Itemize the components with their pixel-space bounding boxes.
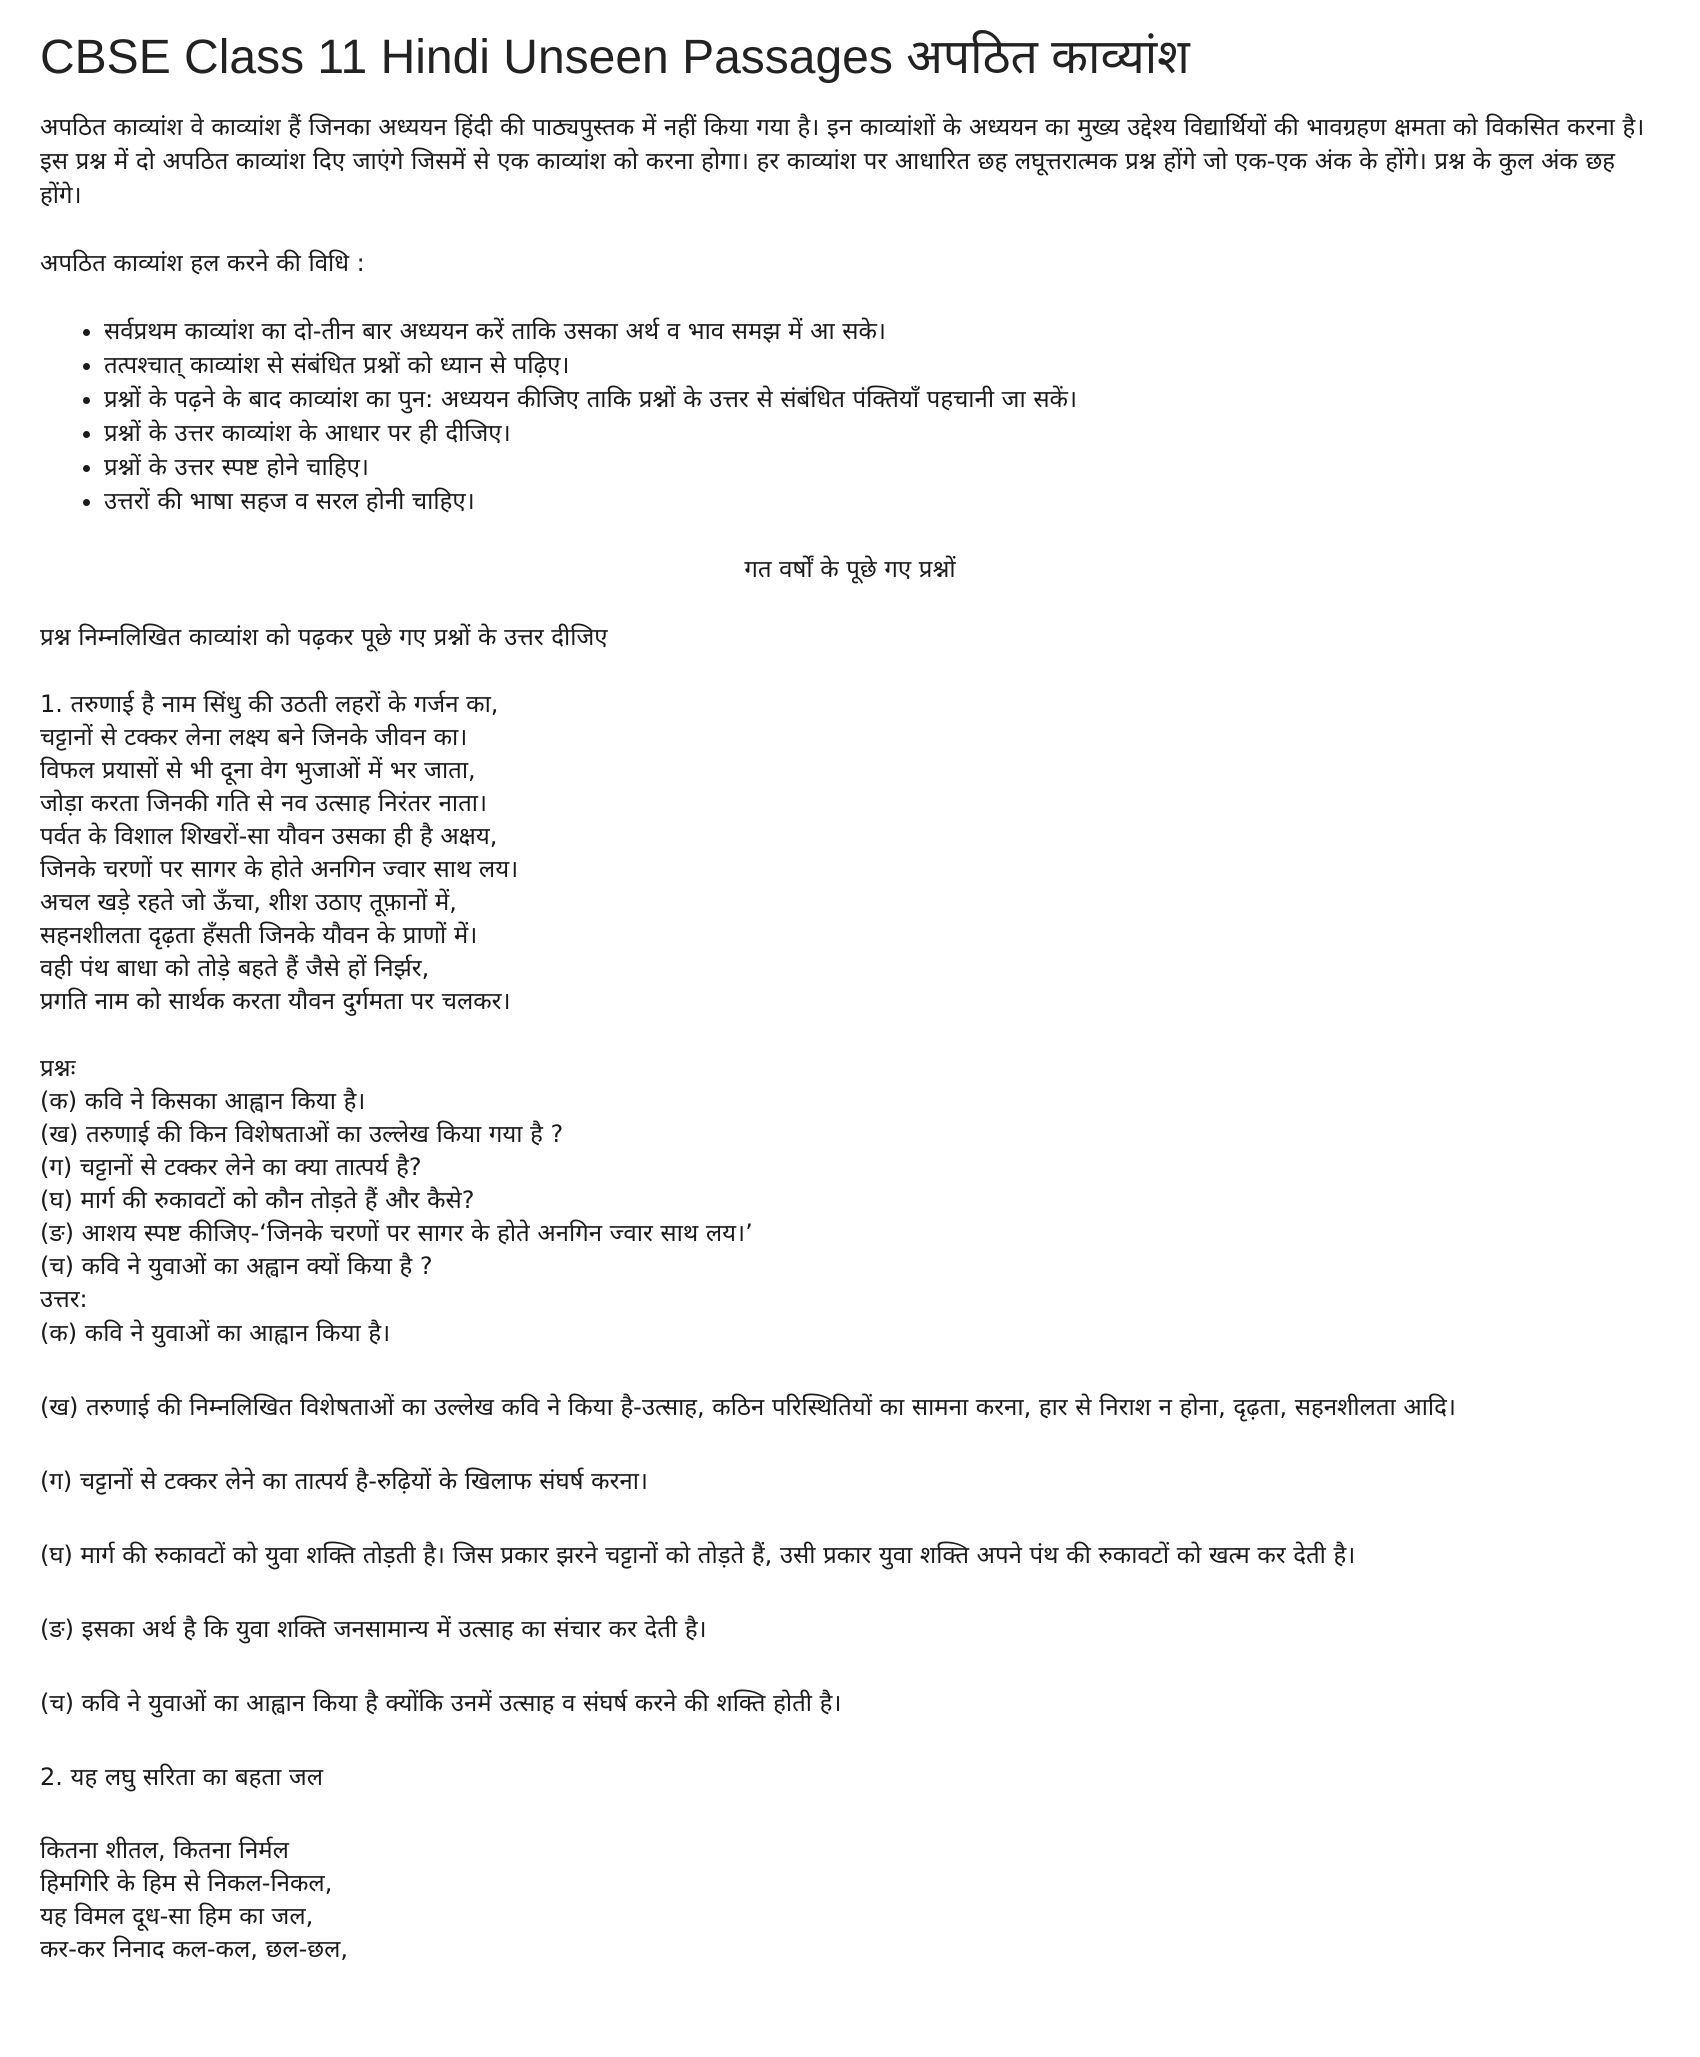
answers-section [40, 1390, 1660, 1720]
poem-line: हिमगिरि के हिम से निकल-निकल, [40, 1869, 333, 1897]
answer-item: (ङ) इसका अर्थ है कि युवा शक्ति जनसामान्य में उत्साह का संचार कर देती है। [40, 1615, 707, 1643]
answer-item: (च) कवि ने युवाओं का आह्वान किया है क्योंकि उनमें उत्साह व संघर्ष करने की शक्ति होती है। [40, 1689, 842, 1717]
poem-line: यह विमल दूध-सा हिम का जल, [40, 1902, 314, 1930]
answer-item: (घ) मार्ग की रुकावटों को युवा शक्ति तोड़ती है। जिस प्रकार झरने चट्टानों को तोड़ते हैं, उसी प्रकार युवा शक्ति अपने पंथ की रुकावटों को खत्म कर देती है। [40, 1541, 1356, 1569]
poem-line: अचल खड़े रहते जो ऊँचा, शीश उठाए तूफ़ानों में, [40, 888, 457, 916]
list-item: • सर्वप्रथम काव्यांश का दो-तीन बार अध्ययन करें ताकि उसका अर्थ व भाव समझ में आ सके। [104, 314, 1660, 348]
poem-2-title: 2. यह लघु सरिता का बहता जल [40, 1763, 324, 1791]
poem-2 [40, 1834, 1660, 1966]
intro-paragraph-2: इस प्रश्न में दो अपठित काव्यांश दिए जाएंगे जिसमें से एक काव्यांश को करना होगा। हर काव्यांश पर आधारित छह लघूत्तरात्मक प्रश्न होंगे जो एक-एक अंक के होंगे। प्रश्न के कुल अंक छह होंगे। [40, 147, 1616, 209]
poem-line: पर्वत के विशाल शिखरों-सा यौवन उसका ही है अक्षय, [40, 822, 498, 850]
questions-section [40, 1052, 1660, 1350]
answer-item: (ग) चट्टानों से टक्कर लेने का तात्पर्य है-रुढ़ियों के खिलाफ संघर्ष करना। [40, 1467, 649, 1495]
answers-label: उत्तर: [40, 1285, 88, 1313]
poem-line: 1. तरुणाई है नाम सिंधु की उठती लहरों के गर्जन का, [40, 690, 499, 718]
list-item: • प्रश्नों के उत्तर स्पष्ट होने चाहिए। [104, 450, 1660, 484]
list-item: • तत्पश्चात् काव्यांश से संबंधित प्रश्नों को ध्यान से पढ़िए। [104, 348, 1660, 382]
poem-line: कितना शीतल, कितना निर्मल [40, 1836, 289, 1864]
question-item: (ख) तरुणाई की किन विशेषताओं का उल्लेख किया गया है ? [40, 1120, 564, 1148]
poem-line: कर-कर निनाद कल-कल, छल-छल, [40, 1935, 349, 1963]
intro-section [40, 110, 1660, 212]
method-heading: अपठित काव्यांश हल करने की विधि : [40, 249, 365, 277]
question-item: (क) कवि ने किसका आह्वान किया है। [40, 1087, 366, 1115]
answer-item: (क) कवि ने युवाओं का आह्वान किया है। [40, 1319, 391, 1347]
page-title: CBSE Class 11 Hindi Unseen Passages अपठित काव्यांश [40, 31, 1190, 84]
poem-line: विफल प्रयासों से भी दूना वेग भुजाओं में भर जाता, [40, 756, 476, 784]
poem-line: सहनशीलता दृढ़ता हँसती जिनके यौवन के प्राणों में। [40, 921, 478, 949]
question-item: (च) कवि ने युवाओं का अह्वान क्यों किया है ? [40, 1252, 433, 1280]
poem-1 [40, 688, 1660, 1018]
section-heading: गत वर्षों के पूछे गए प्रश्नों [744, 555, 956, 583]
list-item: • प्रश्नों के उत्तर काव्यांश के आधार पर ही दीजिए। [104, 416, 1660, 450]
poem-line: वही पंथ बाधा को तोड़े बहते हैं जैसे हों निर्झर, [40, 954, 430, 982]
question-item: (घ) मार्ग की रुकावटों को कौन तोड़ते हैं और कैसे? [40, 1186, 475, 1214]
intro-paragraph-1: अपठित काव्यांश वे काव्यांश हैं जिनका अध्ययन हिंदी की पाठ्यपुस्तक में नहीं किया गया है। इन काव्यांशों के अध्ययन का मुख्य उद्देश्य विद्यार्थियों की भावग्रहण क्षमता को विकसित करना है। [40, 113, 1645, 141]
question-item: (ग) चट्टानों से टक्कर लेने का क्या तात्पर्य है? [40, 1153, 422, 1181]
question-item: (ङ) आशय स्पष्ट कीजिए-‘जिनके चरणों पर सागर के होते अनगिन ज्वार साथ लय।’ [40, 1219, 753, 1247]
instruction-text: प्रश्न निम्नलिखित काव्यांश को पढ़कर पूछे गए प्रश्नों के उत्तर दीजिए [40, 623, 608, 651]
poem-line: प्रगति नाम को सार्थक करता यौवन दुर्गमता पर चलकर। [40, 987, 511, 1015]
method-list [40, 314, 1660, 518]
poem-line: जिनके चरणों पर सागर के होते अनगिन ज्वार साथ लय। [40, 855, 519, 883]
poem-line: चट्टानों से टक्कर लेना लक्ष्य बने जिनके जीवन का। [40, 723, 468, 751]
list-item: • प्रश्नों के पढ़ने के बाद काव्यांश का पुन: अध्ययन कीजिए ताकि प्रश्नों के उत्तर से संबंधित पंक्तियाँ पहचानी जा सकें। [104, 382, 1660, 416]
answer-item: (ख) तरुणाई की निम्नलिखित विशेषताओं का उल्लेख कवि ने किया है-उत्साह, कठिन परिस्थितियों का सामना करना, हार से निराश न होना, दृढ़ता, सहनशीलता आदि। [40, 1393, 1456, 1421]
questions-label: प्रश्नः [40, 1054, 76, 1082]
poem-line: जोड़ा करता जिनकी गति से नव उत्साह निरंतर नाता। [40, 789, 488, 817]
list-item: • उत्तरों की भाषा सहज व सरल होनी चाहिए। [104, 484, 1660, 518]
